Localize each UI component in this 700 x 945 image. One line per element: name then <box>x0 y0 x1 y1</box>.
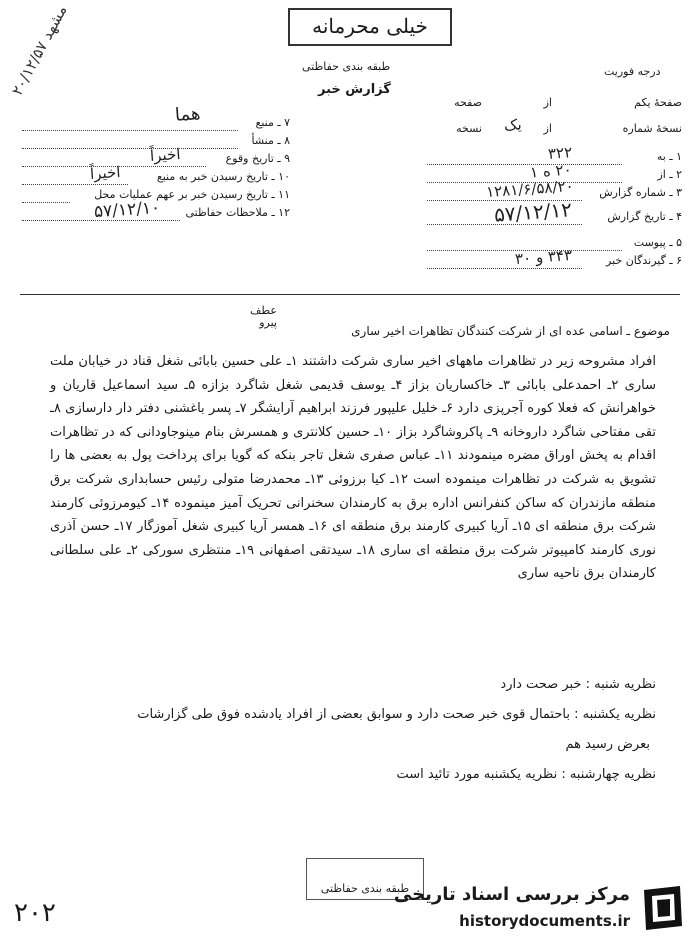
form-row-ops-arrival: ۱۱ ـ تاریخ رسیدن خبر بر عهم عملیات محل <box>20 188 290 206</box>
form-row-report-date: ۴ ـ تاریخ گزارش ۵۷/۱۲/۱۲ <box>422 210 682 228</box>
archive-url: historydocuments.ir <box>459 912 630 930</box>
form-row-recipients: ۶ ـ گیرندگان خبر ۳۴۳ و ۳۰ <box>422 254 682 272</box>
report-body: افراد مشروحه زیر در تظاهرات ماههای اخیر ساری شرکت داشتند ۱ـ علی حسین بابائی شغل قناد در خیابان ملت ساری ۲ـ احمدعلی بابائی ۳ـ خاکساریان بزاز ۴ـ یوسف قدیمی شغل شاگرد بزازه ۵ـ سید اسماعیل قاریان و خواهرانش که فعلا کوره آجرپزی دارد ۶ـ خلیل علیپور فرزند ابراهیم آرایشگر ۷ـ پسر باغشنی دفتر دار دارسازی ۸ـ تقی مفتاحی شاگرد داروخانه ۹ـ پاکروشاگرد بزاز ۱۰ـ حسین کلانتری و همسرش بنام مینوجاودانی که در تظاهرات اقدام به پخش اوراق مضره مینمودند ۱۱ـ عباس صفری شغل تاجر بنکه که گویا برای پرداخت پول به بعضی ها را تشویق به شرکت در تظاهرات مینموده است ۱۲ـ کیا برزوئی ۱۳ـ محمدرضا متولی رئیس حسابداری شرکت برق منطقه مازندران که ساکن کنفرانس اداره برق به کارمندان سخنرانی تحریک آمیز مینموده ۱۴ـ کیومرزوئی کارمند شرکت برق منطقه ای ۱۵ـ آریا کبیری کارمند برق منطقه ای ۱۶ـ همسر آریا کبیری شغل آموزگار ۱۷ـ حسن آذری نوری کارمند کامپیوتر شرکت برق منطقه ای ساری ۱۸ـ سیدتقی اصفهانی ۱۹ـ منتظری سورکی ۲ـ علی سلطانی کارمندان برق ناحیه ساری <box>50 354 657 582</box>
top-classification-stamp: خیلی محرمانه <box>288 8 452 46</box>
page-corner-number: ۲۰۲ <box>14 898 56 928</box>
archive-emblem-icon <box>638 882 686 934</box>
form-row-report-number: ۳ ـ شماره گزارش ۱۲۸۱/۶/۵۸/۲۰ <box>422 186 682 204</box>
form-row-attachment: ۵ ـ پیوست <box>422 236 682 254</box>
form-row-security-notes: ۱۲ ـ ملاحظات حفاظتی ۵۷/۱۲/۱۰ <box>20 206 290 224</box>
form-row-news-arrival: ۱۰ ـ تاریخ رسیدن خبر به منبع اخیراً <box>20 170 290 188</box>
verdicts-block <box>50 670 656 790</box>
form-row-from: ۲ ـ از ۲۰ ه ۱ <box>422 168 682 186</box>
archive-name: مرکز بررسی اسناد تاریخی <box>393 884 630 905</box>
form-row-to: ۱ ـ به ۳۲۲ <box>422 150 682 168</box>
verdict-sunday: نظریه یکشنبه : باحتمال قوی خبر صحت دارد و سوابق بعضی از افراد یادشده فوق طی گزارشات <box>137 707 656 722</box>
form-row-origin: ۸ ـ منشأ <box>20 134 290 152</box>
verdict-saturday: نظریه شنبه : خبر صحت دارد <box>500 677 656 692</box>
classification-label: طبقه بندی حفاظتی <box>302 60 391 73</box>
verdict-sunday-cont: بعرض رسید هم <box>565 737 650 752</box>
form-row-event-date: ۹ ـ تاریخ وقوع اخیراً <box>20 152 290 170</box>
form-row-page: صفحهٔ یکم از صفحه <box>454 96 682 109</box>
margin-handwritten-note: مشهد ۲۰/۱۲/۵۷ <box>8 2 71 99</box>
archive-footer-logo <box>393 878 692 938</box>
reference-mark: عطف پیرو <box>250 304 277 329</box>
divider-line <box>20 294 680 295</box>
subject-line: موضوع ـ اسامی عده ای از شرکت کنندگان تظاهرات اخیر ساری <box>351 324 670 338</box>
verdict-wednesday: نظریه چهارشنبه : نظریه یکشنبه مورد تائید است <box>396 767 656 782</box>
form-row-copy: نسخهٔ شماره یک از نسخه <box>456 115 682 135</box>
report-title: گزارش خبر <box>318 82 391 97</box>
urgency-label: درجه فوریت <box>604 65 661 78</box>
bottom-classification-stamp: طبقه بندی حفاظتی <box>306 858 424 900</box>
form-row-source: ۷ ـ منبع هما <box>20 116 290 134</box>
